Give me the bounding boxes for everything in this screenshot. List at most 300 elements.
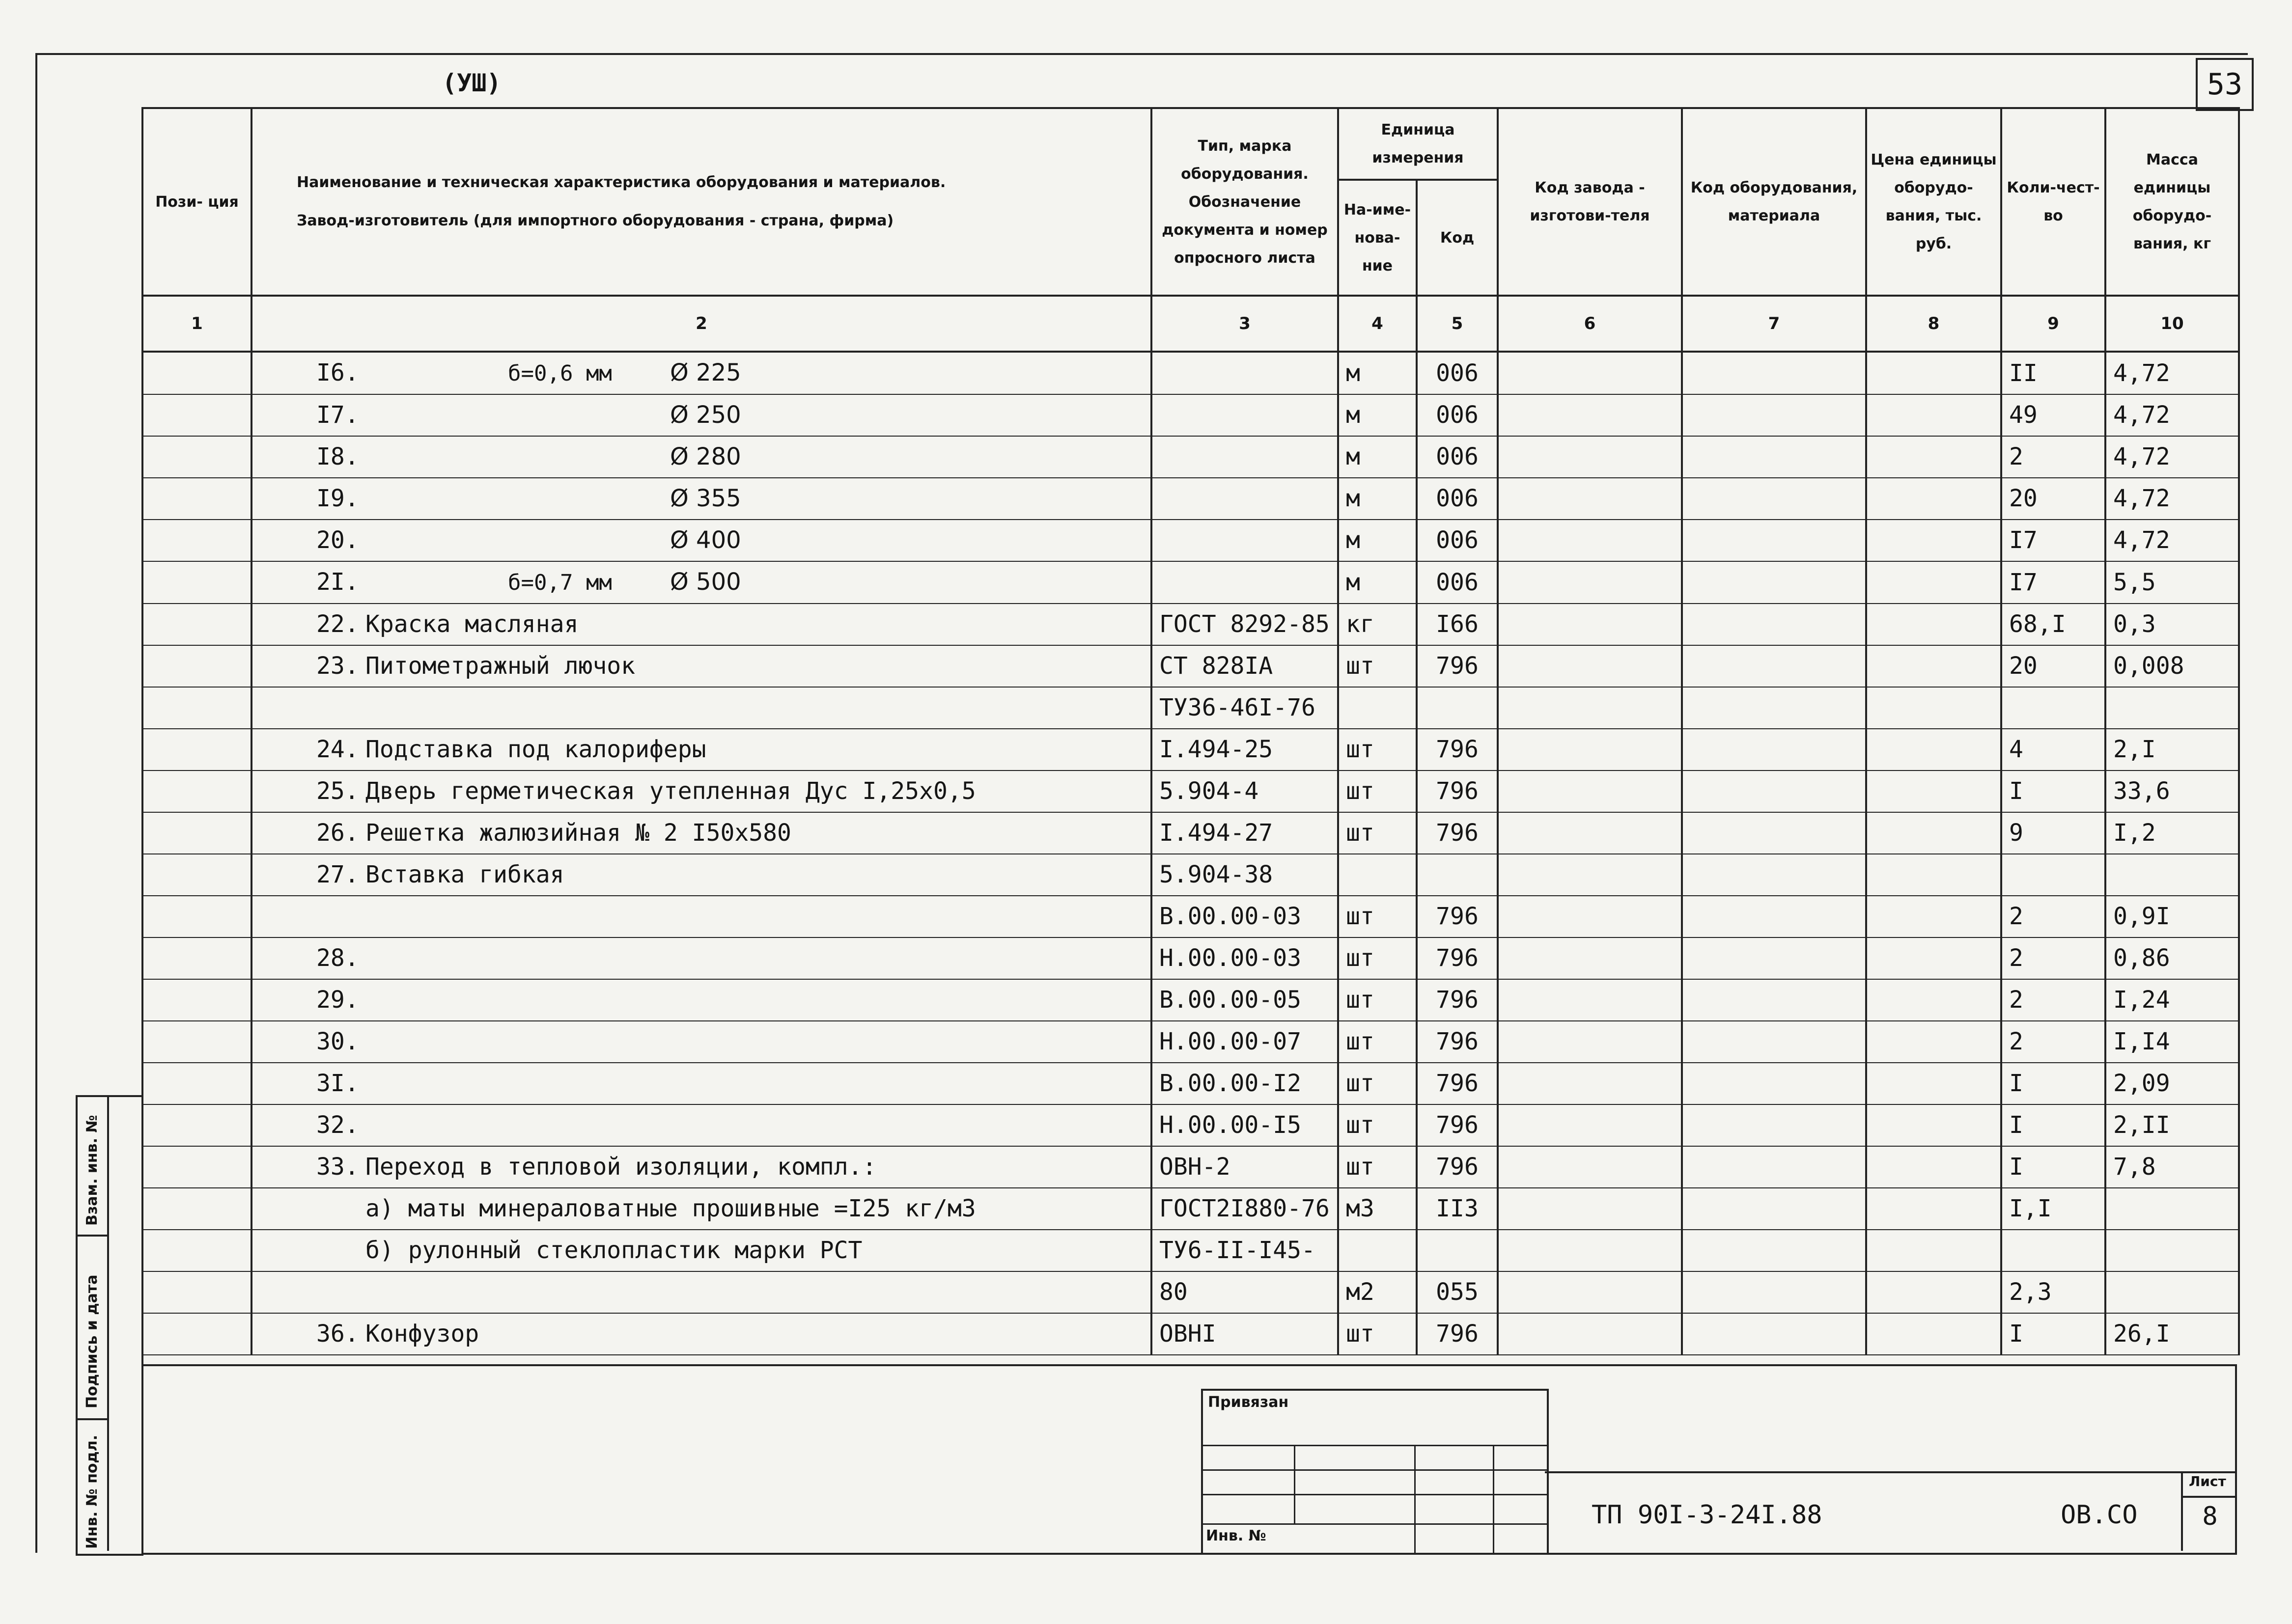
cell-unit-code [1417,687,1498,729]
cell-name [252,352,1151,394]
list-box [2181,1471,2237,1551]
cell-mass: 0,9I [2105,896,2239,937]
side-cell-inv [78,1420,107,1551]
cell-type [1151,561,1338,604]
cell-factory-code [1498,1063,1682,1104]
cell-factory-code [1498,771,1682,812]
section-code: ОВ.СО [2061,1500,2138,1530]
cell-unit: м2 [1338,1271,1417,1313]
cell-price [1866,1313,2001,1355]
cell-unit-code: 055 [1417,1271,1498,1313]
item-name: Дверь герметическая утепленная Дус I,25х0,5 [365,777,976,805]
table-row [142,771,2239,812]
cell-mass: 0,008 [2105,645,2239,687]
cell-factory-code [1498,478,1682,520]
cell-mass [2105,854,2239,896]
document-code: ТП 90I-3-24I.88 [1592,1500,1822,1530]
table-row [142,561,2239,604]
cell-unit: шт [1338,1104,1417,1146]
column-number: 5 [1417,296,1498,352]
cell-equipment-code [1682,812,1866,854]
table-row [142,1271,2239,1313]
cell-type: СТ 828IA [1151,645,1338,687]
cell-quantity: 9 [2001,812,2105,854]
item-number: 26. [316,819,359,847]
cell-quantity: I [2001,1063,2105,1104]
stamp-rule-3 [1203,1494,1547,1495]
cell-type: 80 [1151,1271,1338,1313]
cell-type: ТУ6-II-I45- [1151,1230,1338,1271]
cell-name [252,478,1151,520]
cell-name [252,1021,1151,1063]
cell-unit: шт [1338,896,1417,937]
cell-position [142,1271,252,1313]
cell-position [142,1188,252,1230]
cell-position [142,1104,252,1146]
cell-equipment-code [1682,604,1866,645]
item-thickness: б=0,6 мм [508,361,612,386]
column-number: 10 [2105,296,2239,352]
cell-type: ГОСТ2I880-76 [1151,1188,1338,1230]
cell-price [1866,394,2001,436]
stamp-col-2 [1414,1445,1416,1553]
item-number: 36. [316,1320,359,1348]
header-name [252,108,1151,296]
item-number: 27. [316,861,359,888]
cell-position [142,520,252,561]
cell-mass: I,24 [2105,979,2239,1021]
table-row [142,478,2239,520]
item-number: I6. [316,359,359,386]
cell-factory-code [1498,937,1682,979]
cell-mass: 5,5 [2105,561,2239,604]
cell-equipment-code [1682,1230,1866,1271]
cell-position [142,436,252,478]
cell-unit: м [1338,436,1417,478]
cell-position [142,771,252,812]
cell-position [142,979,252,1021]
item-number: 32. [316,1111,359,1139]
cell-unit: м3 [1338,1188,1417,1230]
cell-position [142,854,252,896]
cell-unit: шт [1338,1313,1417,1355]
cell-unit-code: 796 [1417,1104,1498,1146]
item-diameter: Ø 225 [670,359,741,386]
cell-price [1866,1188,2001,1230]
cell-name [252,1188,1151,1230]
cell-mass: 4,72 [2105,478,2239,520]
cell-type [1151,352,1338,394]
table-row [142,352,2239,394]
cell-factory-code [1498,1021,1682,1063]
cell-factory-code [1498,1188,1682,1230]
item-name: Решетка жалюзийная № 2 I50х580 [365,819,791,847]
item-number: 25. [316,777,359,805]
cell-unit-code: 796 [1417,1146,1498,1188]
cell-position [142,1063,252,1104]
item-diameter: Ø 355 [670,485,741,512]
cell-unit: м [1338,394,1417,436]
cell-factory-code [1498,896,1682,937]
item-diameter: Ø 400 [670,526,741,554]
cell-price [1866,1021,2001,1063]
stamp-inv-no: Инв. № [1206,1527,1266,1544]
binding-stamp [1201,1389,1549,1555]
cell-quantity: 2 [2001,937,2105,979]
cell-factory-code [1498,812,1682,854]
cell-quantity: I7 [2001,520,2105,561]
cell-equipment-code [1682,771,1866,812]
item-number: 24. [316,736,359,763]
cell-equipment-code [1682,1104,1866,1146]
item-number: 20. [316,526,359,554]
cell-quantity: I [2001,1313,2105,1355]
table-row [142,896,2239,937]
header-type: Тип, марка оборудования. Обозначение документа и номер опросного листа [1151,108,1338,296]
cell-quantity: 49 [2001,394,2105,436]
cell-position [142,352,252,394]
header-unit-group: Единица измерения [1338,108,1498,180]
item-name: Конфузор [365,1320,479,1348]
item-name: Питометражный лючок [365,652,636,680]
cell-quantity [2001,687,2105,729]
stamp-rule-2 [1203,1469,1547,1471]
cell-equipment-code [1682,896,1866,937]
side-divider [107,1097,109,1551]
cell-equipment-code [1682,1021,1866,1063]
cell-equipment-code [1682,394,1866,436]
column-number: 3 [1151,296,1338,352]
header-price: Цена единицы оборудо-вания, тыс. руб. [1866,108,2001,296]
cell-type: Н.00.00-I5 [1151,1104,1338,1146]
cell-unit: шт [1338,729,1417,771]
cell-position [142,937,252,979]
cell-unit-code: I66 [1417,604,1498,645]
cell-mass [2105,687,2239,729]
title-block-rule [1545,1471,2237,1473]
header-position: Пози- ция [142,108,252,296]
cell-unit: м [1338,478,1417,520]
list-label: Лист [2189,1473,2226,1489]
item-name: Вставка гибкая [365,861,564,888]
cell-unit-code: 796 [1417,812,1498,854]
specification-table [141,107,2240,1355]
side-label-vzam: Взам. инв. № [84,1115,101,1226]
cell-name [252,812,1151,854]
cell-price [1866,1063,2001,1104]
cell-mass: 26,I [2105,1313,2239,1355]
cell-type: ГОСТ 8292-85 [1151,604,1338,645]
cell-position [142,1313,252,1355]
side-cell-vzam [78,1097,107,1237]
cell-price [1866,812,2001,854]
cell-name [252,854,1151,896]
cell-price [1866,896,2001,937]
stamp-col-1 [1294,1445,1295,1523]
cell-equipment-code [1682,520,1866,561]
cell-type: 5.904-38 [1151,854,1338,896]
cell-equipment-code [1682,729,1866,771]
item-number: 30. [316,1028,359,1055]
cell-type: Н.00.00-03 [1151,937,1338,979]
cell-price [1866,979,2001,1021]
item-thickness: б=0,7 мм [508,570,612,595]
cell-price [1866,729,2001,771]
cell-price [1866,352,2001,394]
table-row [142,394,2239,436]
table-row [142,937,2239,979]
cell-name [252,687,1151,729]
cell-factory-code [1498,854,1682,896]
cell-equipment-code [1682,1146,1866,1188]
cell-mass [2105,1188,2239,1230]
cell-quantity: 2,3 [2001,1271,2105,1313]
cell-unit-code: 796 [1417,645,1498,687]
cell-name [252,604,1151,645]
item-name: Переход в тепловой изоляции, компл.: [365,1153,877,1181]
cell-unit-code: 796 [1417,771,1498,812]
cell-factory-code [1498,1104,1682,1146]
item-name: Краска масляная [365,610,579,638]
cell-mass: 4,72 [2105,394,2239,436]
column-number: 1 [142,296,252,352]
table-row [142,1021,2239,1063]
cell-quantity: 2 [2001,436,2105,478]
header-name-line2: Завод-изготовитель (для импортного оборудования - страна, фирма) [297,212,894,229]
cell-quantity: 2 [2001,1021,2105,1063]
column-number: 9 [2001,296,2105,352]
cell-name [252,561,1151,604]
cell-factory-code [1498,729,1682,771]
cell-unit-code: 006 [1417,478,1498,520]
item-number: I7. [316,401,359,429]
cell-unit: шт [1338,1021,1417,1063]
item-name: Подставка под калориферы [365,736,706,763]
cell-unit [1338,854,1417,896]
cell-quantity: I7 [2001,561,2105,604]
cell-position [142,561,252,604]
table-row [142,1146,2239,1188]
cell-equipment-code [1682,1271,1866,1313]
cell-equipment-code [1682,645,1866,687]
cell-unit-code: 006 [1417,561,1498,604]
cell-unit-code [1417,1230,1498,1271]
cell-name [252,1146,1151,1188]
item-number: I9. [316,485,359,512]
cell-price [1866,604,2001,645]
cell-position [142,729,252,771]
cell-equipment-code [1682,561,1866,604]
cell-mass: 4,72 [2105,352,2239,394]
table-row [142,1188,2239,1230]
side-label-inv-podl: Инв. № подл. [84,1434,101,1549]
sheet-mark: (УШ) [442,69,502,97]
cell-factory-code [1498,604,1682,645]
cell-price [1866,436,2001,478]
cell-price [1866,1104,2001,1146]
cell-unit-code: 796 [1417,896,1498,937]
cell-unit-code: 006 [1417,436,1498,478]
sheet-number: 53 [2196,58,2254,111]
table-row [142,1313,2239,1355]
cell-quantity: 4 [2001,729,2105,771]
column-number: 8 [1866,296,2001,352]
cell-unit-code: 796 [1417,937,1498,979]
item-name: а) маты минераловатные прошивные =I25 кг/м3 [365,1195,976,1222]
column-number: 7 [1682,296,1866,352]
cell-factory-code [1498,352,1682,394]
cell-type: В.00.00-05 [1151,979,1338,1021]
side-label-strip [76,1095,143,1556]
side-label-podpis: Подпись и дата [84,1274,101,1408]
cell-unit: шт [1338,937,1417,979]
cell-name [252,896,1151,937]
cell-position [142,478,252,520]
table-row [142,604,2239,645]
cell-unit: шт [1338,645,1417,687]
item-diameter: Ø 280 [670,443,741,470]
cell-unit: м [1338,520,1417,561]
cell-factory-code [1498,1230,1682,1271]
cell-unit: шт [1338,812,1417,854]
cell-mass: 2,II [2105,1104,2239,1146]
cell-unit [1338,1230,1417,1271]
cell-unit: шт [1338,979,1417,1021]
cell-name [252,771,1151,812]
cell-unit-code: 006 [1417,520,1498,561]
cell-unit: м [1338,352,1417,394]
cell-name [252,1230,1151,1271]
cell-mass: 4,72 [2105,436,2239,478]
item-number: I8. [316,443,359,470]
cell-price [1866,1230,2001,1271]
cell-price [1866,520,2001,561]
cell-unit-code: 006 [1417,352,1498,394]
cell-mass: I,I4 [2105,1021,2239,1063]
cell-factory-code [1498,436,1682,478]
cell-name [252,729,1151,771]
cell-type [1151,436,1338,478]
cell-unit-code: 796 [1417,979,1498,1021]
cell-unit-code: II3 [1417,1188,1498,1230]
cell-mass: 2,I [2105,729,2239,771]
cell-type: Н.00.00-07 [1151,1021,1338,1063]
cell-position [142,1021,252,1063]
cell-quantity: I,I [2001,1188,2105,1230]
cell-price [1866,937,2001,979]
cell-price [1866,771,2001,812]
cell-equipment-code [1682,687,1866,729]
cell-position [142,1230,252,1271]
cell-unit-code: 006 [1417,394,1498,436]
table-row [142,979,2239,1021]
item-number: 22. [316,610,359,638]
column-number: 4 [1338,296,1417,352]
cell-mass: 7,8 [2105,1146,2239,1188]
header-mass: Масса единицы оборудо-вания, кг [2105,108,2239,296]
cell-price [1866,561,2001,604]
cell-unit: м [1338,561,1417,604]
cell-price [1866,645,2001,687]
cell-name [252,520,1151,561]
cell-factory-code [1498,687,1682,729]
item-diameter: Ø 250 [670,401,741,429]
column-number: 2 [252,296,1151,352]
cell-position [142,896,252,937]
cell-type: I.494-25 [1151,729,1338,771]
header-unit-code: Код [1417,180,1498,296]
table-row [142,436,2239,478]
item-number: 33. [316,1153,359,1181]
cell-type: ТУ36-46I-76 [1151,687,1338,729]
cell-mass: 0,86 [2105,937,2239,979]
header-equipment-code: Код оборудования, материала [1682,108,1866,296]
cell-mass: 0,3 [2105,604,2239,645]
cell-type: 5.904-4 [1151,771,1338,812]
cell-unit-code: 796 [1417,729,1498,771]
cell-equipment-code [1682,1063,1866,1104]
cell-equipment-code [1682,1313,1866,1355]
cell-unit-code: 796 [1417,1063,1498,1104]
cell-mass: 4,72 [2105,520,2239,561]
cell-price [1866,687,2001,729]
item-diameter: Ø 500 [670,568,741,596]
cell-price [1866,854,2001,896]
table-row [142,1104,2239,1146]
stamp-col-3 [1493,1445,1494,1553]
cell-price [1866,478,2001,520]
cell-type: ОВН-2 [1151,1146,1338,1188]
cell-name [252,937,1151,979]
cell-type: В.00.00-I2 [1151,1063,1338,1104]
stamp-rule-4 [1203,1523,1547,1525]
header-quantity: Коли-чест-во [2001,108,2105,296]
cell-price [1866,1146,2001,1188]
table-row [142,1230,2239,1271]
cell-mass: 33,6 [2105,771,2239,812]
cell-position [142,645,252,687]
side-cell-podpis [78,1237,107,1420]
item-name: б) рулонный стеклопластик марки РСТ [365,1237,863,1264]
cell-position [142,604,252,645]
cell-type [1151,520,1338,561]
cell-equipment-code [1682,352,1866,394]
cell-quantity: I [2001,771,2105,812]
cell-factory-code [1498,394,1682,436]
stamp-rule-1 [1203,1445,1547,1446]
table-row [142,854,2239,896]
cell-quantity: 2 [2001,979,2105,1021]
cell-factory-code [1498,1271,1682,1313]
list-number: 8 [2202,1502,2218,1531]
cell-quantity: I [2001,1104,2105,1146]
cell-unit [1338,687,1417,729]
cell-quantity: 2 [2001,896,2105,937]
cell-equipment-code [1682,854,1866,896]
cell-factory-code [1498,561,1682,604]
cell-name [252,645,1151,687]
cell-unit: шт [1338,1146,1417,1188]
cell-quantity [2001,854,2105,896]
cell-name [252,1063,1151,1104]
cell-name [252,394,1151,436]
column-number: 6 [1498,296,1682,352]
header-unit-name: На-име-нова-ние [1338,180,1417,296]
item-number: 23. [316,652,359,680]
cell-factory-code [1498,520,1682,561]
list-box-rule [2183,1496,2237,1498]
cell-name [252,1271,1151,1313]
